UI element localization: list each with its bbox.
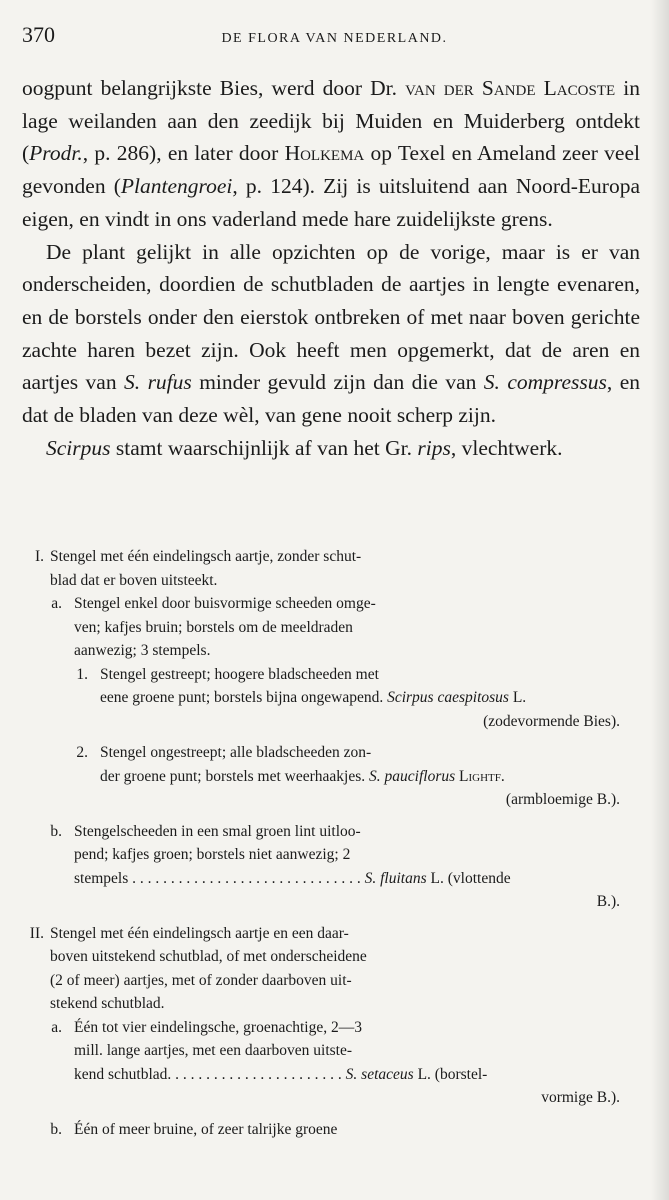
key-line: stekend schutblad. [50, 995, 165, 1012]
key-line: Stengelscheeden in een smal groen lint uitloo- [74, 822, 361, 840]
key-text: eene groene punt; borstels bijna ongewapend. [100, 689, 384, 706]
text-run: De plant gelijkt in alle opzichten op de vorige, maar is er van onderscheiden, doordien de schutbladen de aartjes in lengte evenaren, en de borstels onder den eierstok ontbreken of met naar boven gerichte zachte haren bezet zijn. Ook heeft men opgemerkt, dat de aren en aartjes van [22, 239, 640, 395]
key-entry-IIb [22, 1118, 642, 1142]
key-entry-Ia [22, 592, 642, 663]
key-line: Één of meer bruine, of zeer talrijke groene [74, 1120, 338, 1138]
author-name: van der Sande [405, 76, 536, 100]
leader-dots: . . . . . . . . . . . . . . . . . . . . . . . [167, 1065, 342, 1083]
key-line: Stengel gestreept; hoogere bladscheeden met [100, 665, 379, 683]
key-label: b. [50, 1120, 62, 1138]
species-author: Lightf. [455, 767, 505, 785]
key-label: b. [50, 822, 62, 840]
page-number: 370 [22, 22, 55, 47]
key-line: aanwezig; 3 stempels. [74, 642, 211, 659]
key-line: (2 of meer) aartjes, met of zonder daarboven uit- [50, 971, 352, 989]
paragraph-2 [22, 236, 640, 432]
key-label: 1. [76, 665, 88, 683]
key-line: pend; kafjes groen; borstels niet aanwezig; 2 [74, 846, 351, 863]
common-name: B.). [596, 893, 620, 910]
key-line [100, 765, 642, 789]
common-name: (zodevormende Bies). [483, 712, 620, 730]
text-run: , vlechtwerk. [450, 435, 563, 460]
citation-title: Prodr. [29, 141, 83, 166]
common-name: (armbloemige B.). [505, 791, 620, 808]
text-run: , en dat de bladen van deze wèl, van gene nooit scherp zijn. [22, 370, 640, 428]
text-run: , p. 124). Zij is uitsluitend aan Noord-Europa eigen, en vindt in ons vaderland mede hare zuidelijkste grens. [22, 174, 640, 231]
key-entry-IIa [22, 1016, 642, 1110]
text-run: , p. 286), en later door [82, 141, 285, 166]
key-entry-Ib [22, 820, 642, 914]
key-text: kend schutblad [74, 1065, 168, 1083]
key-line: Stengel ongestreept; alle bladscheeden zon- [100, 744, 372, 761]
species-name: S. fluitans [364, 869, 427, 887]
key-line [74, 1063, 642, 1087]
species-author: L. (borstel- [413, 1065, 488, 1083]
running-head: DE FLORA VAN NEDERLAND. [221, 31, 448, 46]
key-label: a. [51, 1018, 62, 1036]
key-line: Stengel enkel door buisvormige scheeden omge- [74, 595, 376, 612]
key-entry-Ia2 [22, 741, 642, 812]
text-run: op Texel en Ameland zeer veel gevonden ( [22, 141, 640, 199]
author-name: Lacoste [543, 76, 616, 100]
leader-dots: . . . . . . . . . . . . . . . . . . . . . . . . . . . . . . [128, 869, 361, 887]
species-name: S. setaceus [345, 1065, 414, 1083]
key-line: mill. lange aartjes, met een daarboven uitste- [74, 1042, 353, 1059]
key-line: boven uitstekend schutblad, of met onderscheidene [50, 948, 367, 965]
text-run: oogpunt belangrijkste Bies, werd door Dr. [22, 76, 406, 100]
page-gutter-shadow [651, 0, 669, 1200]
species-name: S. pauciflorus [369, 767, 456, 785]
citation-title: Plantengroei [120, 174, 233, 199]
paragraph-1 [22, 72, 640, 236]
key-line [100, 686, 642, 710]
key-line [74, 867, 642, 891]
body-text [22, 72, 640, 464]
key-entry-Ia1 [22, 663, 642, 734]
key-line: blad dat er boven uitsteekt. [50, 571, 218, 589]
species-name: Scirpus caespitosus [387, 689, 509, 706]
text-run: stamt waarschijnlijk af van het Gr. [110, 435, 418, 460]
key-label: I. [34, 548, 44, 565]
key-text: der groene punt; borstels met weerhaakjes. [100, 767, 366, 785]
text-run: minder gevuld zijn dan die van [191, 370, 484, 395]
species-author: L. [508, 689, 527, 706]
text-run: in lage weilanden aan den zeedijk bij Muiden en Muiderberg ontdekt ( [22, 76, 641, 166]
species-name: S. compressus [483, 370, 607, 395]
paragraph-3 [22, 432, 640, 465]
species-name: S. rufus [124, 370, 192, 395]
key-line: Stengel met één eindelingsch aartje, zonder schut- [50, 548, 362, 565]
key-entry-II [22, 922, 642, 1016]
genus-name: Scirpus [46, 435, 111, 460]
key-line: Één tot vier eindelingsche, groenachtige, 2—3 [74, 1018, 362, 1036]
key-text: stempels [74, 869, 129, 887]
key-line: ven; kafjes bruin; borstels om de meeldraden [74, 618, 353, 636]
key-label: a. [51, 595, 62, 612]
key-label: 2. [76, 744, 88, 761]
greek-word: rips [417, 435, 451, 460]
key-label: II. [29, 924, 44, 942]
page-header [22, 22, 647, 52]
author-name: Holkema [284, 141, 365, 166]
key-line: Stengel met één eindelingsch aartje en een daar- [50, 924, 349, 942]
key-entry-I [22, 545, 642, 592]
identification-key [22, 545, 642, 1141]
species-author: L. (vlottende [426, 869, 511, 887]
common-name: vormige B.). [541, 1089, 620, 1106]
